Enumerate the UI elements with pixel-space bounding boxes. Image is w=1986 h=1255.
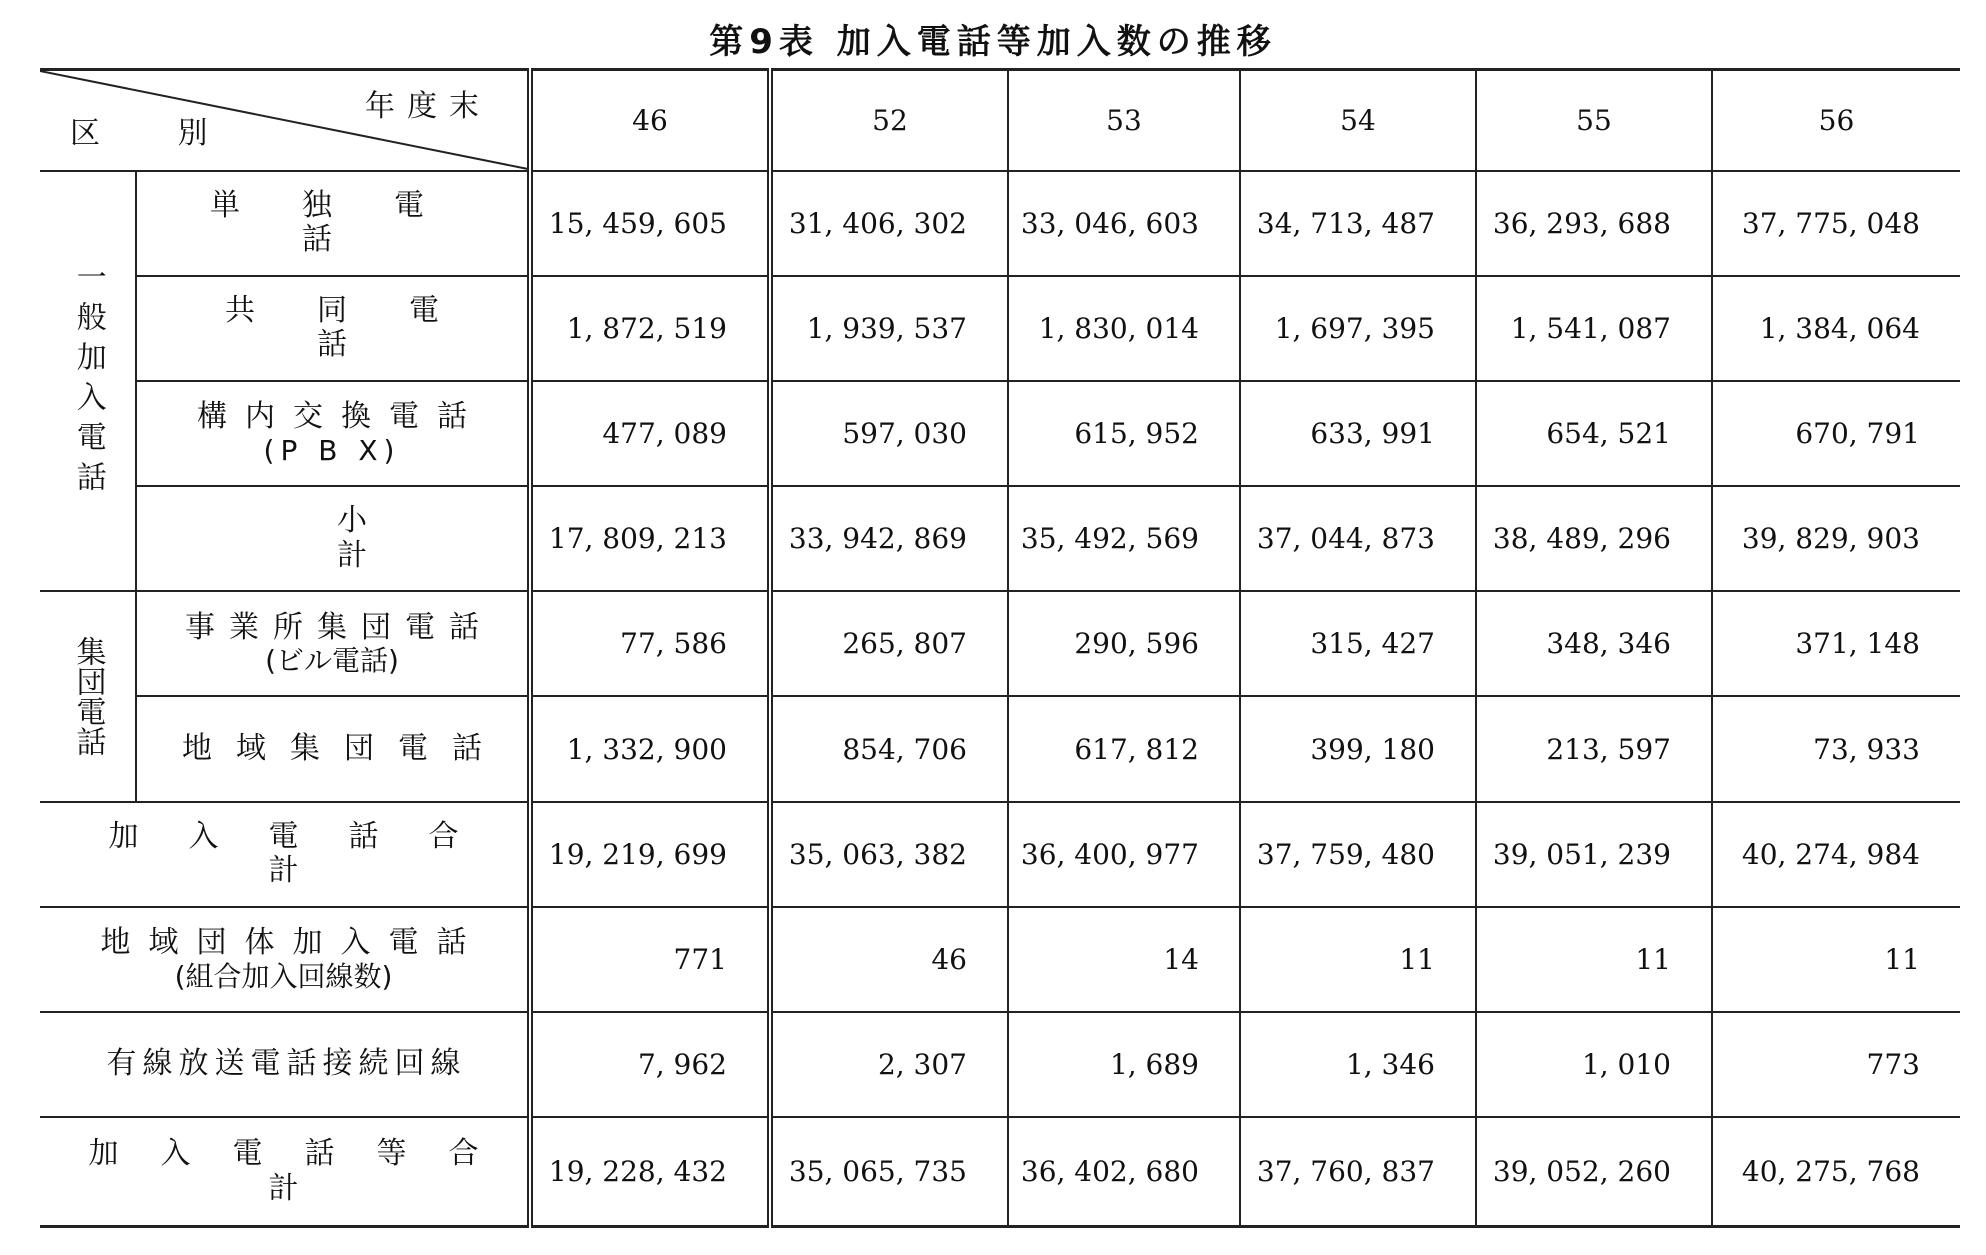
row-label [40, 802, 530, 907]
value-cell: 2, 307 [770, 1012, 1008, 1117]
value-cell: 37, 775, 048 [1712, 171, 1960, 276]
year-header-52: 52 [770, 70, 1008, 171]
row-label-text: 単独電話 [210, 187, 486, 258]
value-cell: 35, 063, 382 [770, 802, 1008, 907]
row-label-text: 加入電話等合計 [88, 1136, 521, 1206]
row-label [136, 486, 567, 591]
value-cell: 371, 148 [1712, 591, 1960, 696]
row-label-text: 共同電話 [225, 292, 501, 363]
value-cell: 46 [770, 907, 1008, 1012]
value-cell: 213, 597 [1476, 696, 1712, 801]
row-label-text: 構内交換電話 [197, 399, 485, 435]
value-cell: 1, 872, 519 [530, 276, 770, 381]
value-cell: 36, 293, 688 [1476, 171, 1712, 276]
value-cell: 39, 052, 260 [1476, 1117, 1712, 1226]
table-title: 第9表 加入電話等加入数の推移 [709, 22, 1277, 62]
value-cell: 37, 760, 837 [1240, 1117, 1476, 1226]
value-cell: 39, 829, 903 [1712, 486, 1960, 591]
corner-header-cell [40, 70, 530, 171]
value-cell: 33, 046, 603 [1008, 171, 1240, 276]
row-label [136, 276, 530, 381]
value-cell: 36, 402, 680 [1008, 1117, 1240, 1226]
value-cell: 315, 427 [1240, 591, 1476, 696]
row-label-text: 事業所集団電話 [185, 609, 493, 645]
table-row [40, 381, 1960, 486]
value-cell: 36, 400, 977 [1008, 802, 1240, 907]
row-label-text: 加入電話合計 [108, 818, 509, 889]
header-row [40, 70, 1960, 171]
table-row [40, 696, 1960, 801]
value-cell: 1, 384, 064 [1712, 276, 1960, 381]
row-label [136, 591, 530, 696]
value-cell: 617, 812 [1008, 696, 1240, 801]
value-cell: 77, 586 [530, 591, 770, 696]
row-label [40, 1012, 530, 1117]
table-row [40, 591, 1960, 696]
value-cell: 11 [1712, 907, 1960, 1012]
row-label [136, 381, 530, 486]
value-cell: 1, 689 [1008, 1012, 1240, 1117]
value-cell: 854, 706 [770, 696, 1008, 801]
row-sublabel: (ビル電話) [265, 644, 399, 678]
value-cell: 399, 180 [1240, 696, 1476, 801]
value-cell: 771 [530, 907, 770, 1012]
value-cell: 477, 089 [530, 381, 770, 486]
row-label [136, 171, 530, 276]
value-cell: 290, 596 [1008, 591, 1240, 696]
value-cell: 670, 791 [1712, 381, 1960, 486]
year-header-56: 56 [1712, 70, 1960, 171]
value-cell: 348, 346 [1476, 591, 1712, 696]
value-cell: 35, 492, 569 [1008, 486, 1240, 591]
table-row-subtotal [40, 486, 1960, 591]
value-cell: 1, 346 [1240, 1012, 1476, 1117]
value-cell: 615, 952 [1008, 381, 1240, 486]
value-cell: 1, 010 [1476, 1012, 1712, 1117]
fiscal-year-end-label: 年度末 [365, 89, 491, 124]
year-header-53: 53 [1008, 70, 1240, 171]
row-label [136, 696, 530, 801]
row-label [40, 1117, 530, 1226]
value-cell: 31, 406, 302 [770, 171, 1008, 276]
row-label-text: 小計 [337, 503, 567, 573]
value-cell: 34, 713, 487 [1240, 171, 1476, 276]
value-cell: 1, 332, 900 [530, 696, 770, 801]
value-cell: 38, 489, 296 [1476, 486, 1712, 591]
table-row [40, 276, 1960, 381]
year-header-55: 55 [1476, 70, 1712, 171]
table-row [40, 171, 1960, 276]
row-label-text: 地域団体加入電話 [100, 925, 485, 961]
table-row [40, 1012, 1960, 1117]
value-cell: 773 [1712, 1012, 1960, 1117]
year-header-54: 54 [1240, 70, 1476, 171]
value-cell: 11 [1240, 907, 1476, 1012]
value-cell: 19, 219, 699 [530, 802, 770, 907]
value-cell: 1, 939, 537 [770, 276, 1008, 381]
subscriber-table [40, 68, 1960, 1228]
table-row-total [40, 802, 1960, 907]
value-cell: 1, 830, 014 [1008, 276, 1240, 381]
row-sublabel: (P B X) [263, 433, 401, 467]
year-header-46: 46 [530, 70, 770, 171]
value-cell: 37, 759, 480 [1240, 802, 1476, 907]
value-cell: 39, 051, 239 [1476, 802, 1712, 907]
value-cell: 19, 228, 432 [530, 1117, 770, 1226]
group-label-general: 一般加入電話 [40, 171, 136, 592]
value-cell: 35, 065, 735 [770, 1117, 1008, 1226]
value-cell: 33, 942, 869 [770, 486, 1008, 591]
value-cell: 17, 809, 213 [530, 486, 770, 591]
value-cell: 7, 962 [530, 1012, 770, 1117]
value-cell: 1, 697, 395 [1240, 276, 1476, 381]
value-cell: 11 [1476, 907, 1712, 1012]
value-cell: 40, 274, 984 [1712, 802, 1960, 907]
row-label-text: 有線放送電話接続回線 [106, 1046, 467, 1082]
value-cell: 265, 807 [770, 591, 1008, 696]
category-label: 区 別 [70, 115, 212, 151]
table-row-grand-total [40, 1117, 1960, 1226]
table-row [40, 907, 1960, 1012]
row-label [40, 907, 530, 1012]
row-label-text: 地域集団電話 [182, 730, 506, 766]
value-cell: 654, 521 [1476, 381, 1712, 486]
value-cell: 73, 933 [1712, 696, 1960, 801]
value-cell: 15, 459, 605 [530, 171, 770, 276]
value-cell: 1, 541, 087 [1476, 276, 1712, 381]
value-cell: 37, 044, 873 [1240, 486, 1476, 591]
row-sublabel: (組合加入回線数) [174, 959, 393, 993]
value-cell: 597, 030 [770, 381, 1008, 486]
value-cell: 40, 275, 768 [1712, 1117, 1960, 1226]
value-cell: 633, 991 [1240, 381, 1476, 486]
group-label-group: 集団電話 [40, 591, 136, 801]
value-cell: 14 [1008, 907, 1240, 1012]
